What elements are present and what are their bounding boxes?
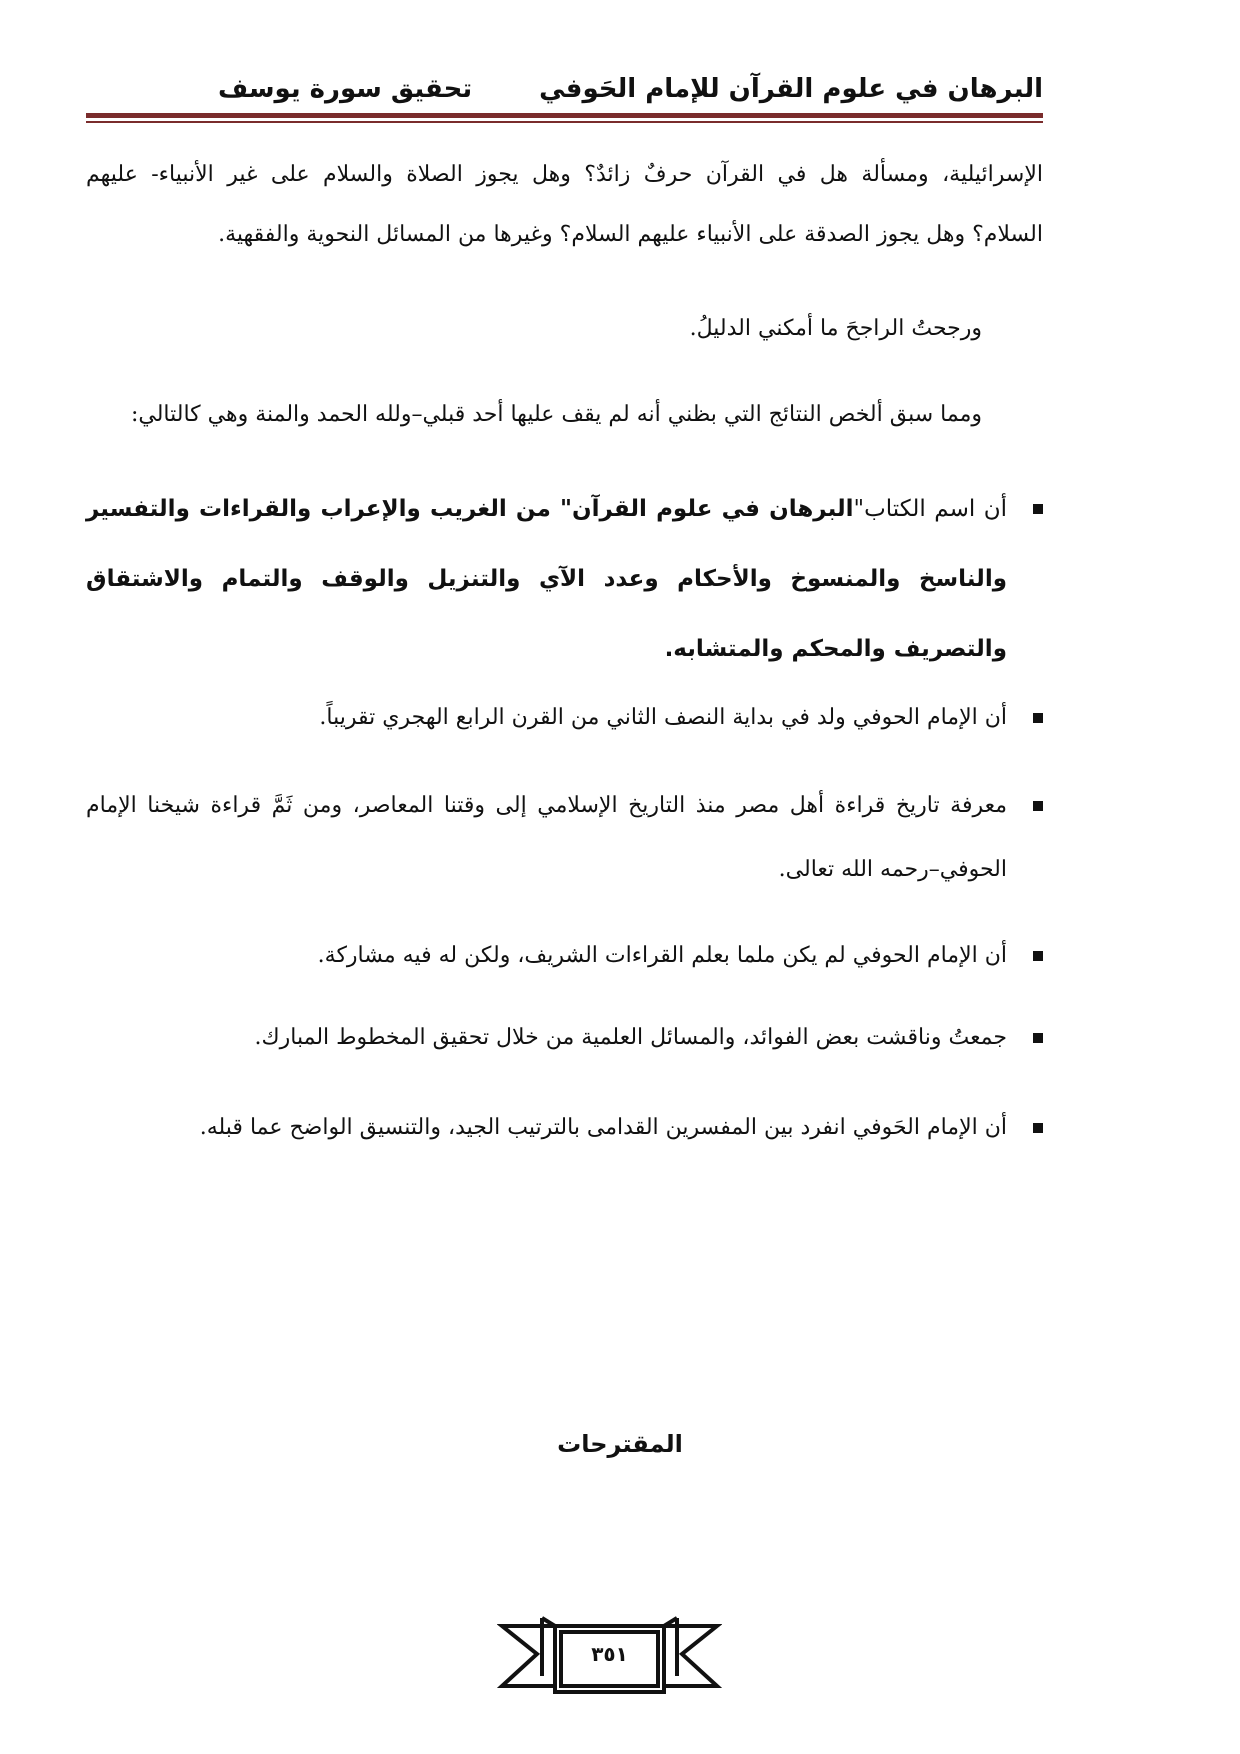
header-rule-thick bbox=[86, 113, 1043, 118]
bullet-marker bbox=[1033, 713, 1043, 723]
bullet-marker bbox=[1033, 1033, 1043, 1043]
list-item-text: أن الإمام الحوفي ولد في بداية النصف الثاني من القرن الرابع الهجري تقريباً. bbox=[319, 705, 1007, 730]
list-item bbox=[180, 926, 1007, 986]
list-item bbox=[180, 1096, 1007, 1160]
list-item bbox=[86, 474, 1007, 684]
list-item bbox=[120, 1008, 1007, 1068]
header-book-title: البرهان في علوم القرآن للإمام الحَوفي bbox=[539, 74, 1043, 104]
bullet-marker bbox=[1033, 1123, 1043, 1133]
bullet-marker bbox=[1033, 951, 1043, 961]
list-item-text: أن الإمام الحوفي لم يكن ملما بعلم القراءات الشريف، ولكن له فيه مشاركة. bbox=[317, 943, 1007, 968]
list-item-text: أن الإمام الحَوفي انفرد بين المفسرين القدامى بالترتيب الجيد، والتنسيق الواضح عما قبله. bbox=[199, 1115, 1007, 1140]
header-section-title: تحقيق سورة يوسف bbox=[218, 74, 473, 104]
book-full-title: البرهان في علوم القرآن" من الغريب والإعراب والقراءات والتفسير والناسخ والمنسوخ والأحكام وعدد الآي والتنزيل والوقف والتمام والاشتقاق والتصريف والمحكم والمتشابه. bbox=[86, 496, 1007, 662]
page-number-ribbon bbox=[497, 1614, 722, 1704]
header-rule-thin bbox=[86, 121, 1043, 123]
page-number: ٣٥١ bbox=[591, 1642, 628, 1666]
bullet-marker bbox=[1033, 801, 1043, 811]
paragraph: ومما سبق ألخص النتائج التي بظني أنه لم يقف عليها أحد قبلي–ولله الحمد والمنة وهي كالتالي: bbox=[130, 402, 982, 427]
paragraph: ورجحتُ الراجحَ ما أمكني الدليلُ. bbox=[689, 316, 982, 341]
paragraph-line: السلام؟ وهل يجوز الصدقة على الأنبياء عليهم السلام؟ وغيرها من المسائل النحوية والفقهية. bbox=[218, 222, 1043, 247]
list-item bbox=[180, 688, 1007, 748]
list-item-text: معرفة تاريخ قراءة أهل مصر منذ التاريخ الإسلامي إلى وقتنا المعاصر، ومن ثَمَّ قراءة شيخنا الإمام الحوفي–رحمه الله تعالى. bbox=[86, 793, 1007, 882]
paragraph-line: الإسرائيلية، ومسألة هل في القرآن حرفٌ زائدٌ؟ وهل يجوز الصلاة والسلام على غير الأنبياء- عليهم bbox=[86, 162, 1043, 187]
list-item-text: أن اسم الكتاب" bbox=[853, 496, 1007, 522]
list-item-text: جمعتُ وناقشت بعض الفوائد، والمسائل العلمية من خلال تحقيق المخطوط المبارك. bbox=[254, 1025, 1007, 1050]
section-heading: المقترحات bbox=[557, 1430, 683, 1458]
list-item bbox=[86, 774, 1007, 902]
bullet-marker bbox=[1033, 504, 1043, 514]
